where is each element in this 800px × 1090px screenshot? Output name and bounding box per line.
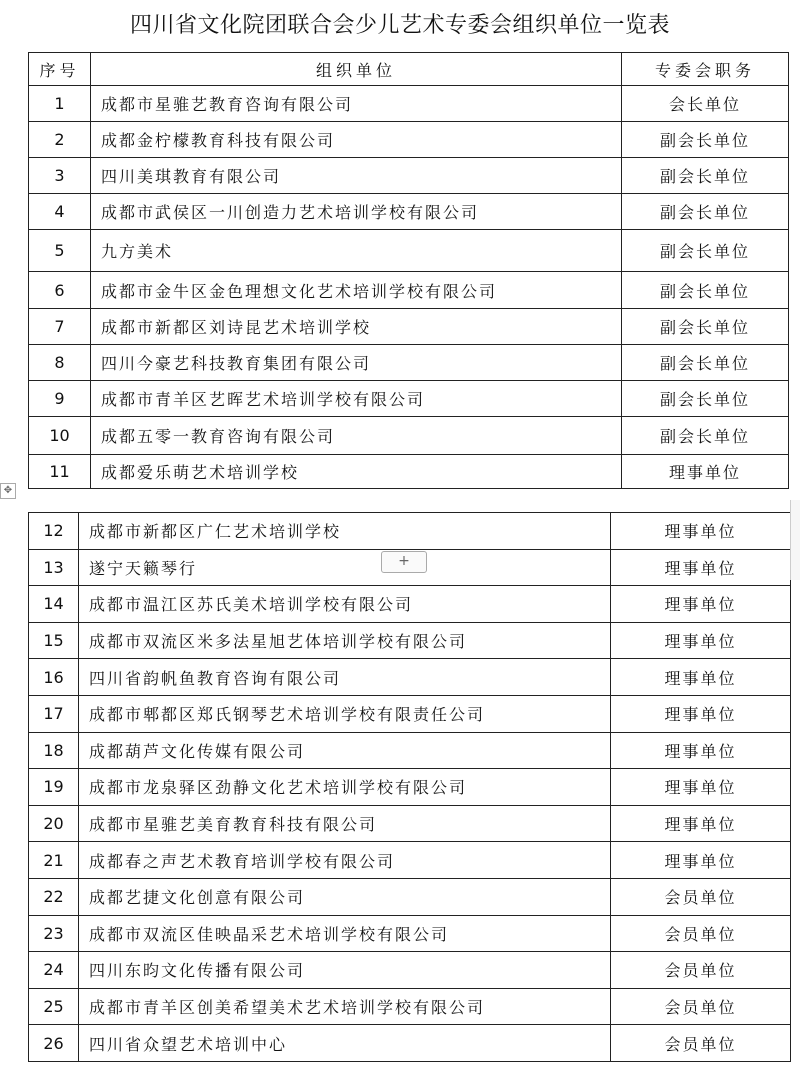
organization-name: 成都市新都区刘诗昆艺术培训学校 xyxy=(91,309,622,345)
committee-role: 理事单位 xyxy=(611,549,791,586)
table-row xyxy=(29,769,791,806)
row-number: 9 xyxy=(29,381,91,417)
committee-role: 理事单位 xyxy=(611,695,791,732)
row-number: 14 xyxy=(29,586,79,623)
table-row xyxy=(29,417,789,455)
committee-role: 副会长单位 xyxy=(622,345,789,381)
organization-name: 九方美术 xyxy=(91,230,622,272)
committee-role: 会员单位 xyxy=(611,915,791,952)
organization-name: 四川省众望艺术培训中心 xyxy=(79,1025,611,1062)
table-row xyxy=(29,86,789,122)
organization-name: 成都市星骓艺教育咨询有限公司 xyxy=(91,86,622,122)
committee-role: 副会长单位 xyxy=(622,309,789,345)
table-row xyxy=(29,513,791,550)
committee-role: 副会长单位 xyxy=(622,158,789,194)
organization-name: 成都市新都区广仁艺术培训学校 xyxy=(79,513,611,550)
table-row xyxy=(29,659,791,696)
table-row xyxy=(29,309,789,345)
row-number: 24 xyxy=(29,952,79,989)
table-row xyxy=(29,122,789,158)
organization-name: 成都市金牛区金色理想文化艺术培训学校有限公司 xyxy=(91,272,622,309)
organization-name: 成都市武侯区一川创造力艺术培训学校有限公司 xyxy=(91,194,622,230)
committee-role: 副会长单位 xyxy=(622,122,789,158)
committee-role: 理事单位 xyxy=(611,513,791,550)
table-move-handle-icon[interactable]: ✥ xyxy=(0,483,16,499)
organization-name: 四川今豪艺科技教育集团有限公司 xyxy=(91,345,622,381)
row-number: 17 xyxy=(29,695,79,732)
committee-role: 理事单位 xyxy=(611,586,791,623)
table-row xyxy=(29,586,791,623)
row-number: 2 xyxy=(29,122,91,158)
organization-name: 成都市星骓艺美育教育科技有限公司 xyxy=(79,805,611,842)
table-row xyxy=(29,878,791,915)
organization-name: 成都市双流区佳映晶采艺术培训学校有限公司 xyxy=(79,915,611,952)
organization-name: 成都市温江区苏氏美术培训学校有限公司 xyxy=(79,586,611,623)
committee-role: 会员单位 xyxy=(611,1025,791,1062)
committee-role: 副会长单位 xyxy=(622,417,789,455)
table-row xyxy=(29,842,791,879)
organization-name: 四川东昀文化传播有限公司 xyxy=(79,952,611,989)
table-row xyxy=(29,805,791,842)
organization-name: 遂宁天籁琴行 xyxy=(79,549,611,586)
insert-row-button[interactable]: + xyxy=(381,551,427,573)
row-number: 26 xyxy=(29,1025,79,1062)
row-number: 18 xyxy=(29,732,79,769)
table-row xyxy=(29,272,789,309)
row-number: 20 xyxy=(29,805,79,842)
header-org: 组织单位 xyxy=(91,53,622,86)
row-number: 6 xyxy=(29,272,91,309)
organization-table-part-2 xyxy=(28,512,791,1062)
organization-name: 成都市青羊区艺晖艺术培训学校有限公司 xyxy=(91,381,622,417)
row-number: 5 xyxy=(29,230,91,272)
row-number: 1 xyxy=(29,86,91,122)
row-number: 23 xyxy=(29,915,79,952)
committee-role: 会员单位 xyxy=(611,952,791,989)
table-row xyxy=(29,695,791,732)
committee-role: 理事单位 xyxy=(611,622,791,659)
committee-role: 副会长单位 xyxy=(622,381,789,417)
organization-name: 四川省韵帆鱼教育咨询有限公司 xyxy=(79,659,611,696)
row-number: 22 xyxy=(29,878,79,915)
committee-role: 理事单位 xyxy=(611,732,791,769)
row-number: 16 xyxy=(29,659,79,696)
row-number: 19 xyxy=(29,769,79,806)
table-row xyxy=(29,345,789,381)
table-row xyxy=(29,952,791,989)
row-number: 7 xyxy=(29,309,91,345)
table-row xyxy=(29,158,789,194)
organization-table-part-1 xyxy=(28,52,789,489)
row-number: 12 xyxy=(29,513,79,550)
row-number: 8 xyxy=(29,345,91,381)
organization-name: 成都市青羊区创美希望美术艺术培训学校有限公司 xyxy=(79,988,611,1025)
committee-role: 理事单位 xyxy=(622,455,789,489)
row-number: 11 xyxy=(29,455,91,489)
organization-name: 成都爱乐萌艺术培训学校 xyxy=(91,455,622,489)
committee-role: 会员单位 xyxy=(611,878,791,915)
row-number: 15 xyxy=(29,622,79,659)
row-number: 25 xyxy=(29,988,79,1025)
organization-name: 成都市双流区米多法星旭艺体培训学校有限公司 xyxy=(79,622,611,659)
table-row xyxy=(29,732,791,769)
committee-role: 理事单位 xyxy=(611,805,791,842)
committee-role: 会员单位 xyxy=(611,988,791,1025)
organization-name: 四川美琪教育有限公司 xyxy=(91,158,622,194)
organization-name: 成都金柠檬教育科技有限公司 xyxy=(91,122,622,158)
table-row xyxy=(29,622,791,659)
row-number: 3 xyxy=(29,158,91,194)
committee-role: 副会长单位 xyxy=(622,194,789,230)
table-row xyxy=(29,194,789,230)
committee-role: 副会长单位 xyxy=(622,272,789,309)
table-row xyxy=(29,988,791,1025)
organization-name: 成都春之声艺术教育培训学校有限公司 xyxy=(79,842,611,879)
organization-name: 成都市郫都区郑氏钢琴艺术培训学校有限责任公司 xyxy=(79,695,611,732)
row-number: 10 xyxy=(29,417,91,455)
organization-name: 成都五零一教育咨询有限公司 xyxy=(91,417,622,455)
committee-role: 理事单位 xyxy=(611,659,791,696)
table-row xyxy=(29,230,789,272)
committee-role: 会长单位 xyxy=(622,86,789,122)
header-no: 序号 xyxy=(29,53,91,86)
organization-name: 成都葫芦文化传媒有限公司 xyxy=(79,732,611,769)
table-row xyxy=(29,1025,791,1062)
organization-name: 成都市龙泉驿区劲静文化艺术培训学校有限公司 xyxy=(79,769,611,806)
table-row xyxy=(29,915,791,952)
table-header-row xyxy=(29,53,789,86)
committee-role: 副会长单位 xyxy=(622,230,789,272)
header-role: 专委会职务 xyxy=(622,53,789,86)
page-edge-marker xyxy=(790,500,800,580)
organization-name: 成都艺捷文化创意有限公司 xyxy=(79,878,611,915)
committee-role: 理事单位 xyxy=(611,769,791,806)
row-number: 21 xyxy=(29,842,79,879)
table-row xyxy=(29,455,789,489)
committee-role: 理事单位 xyxy=(611,842,791,879)
row-number: 13 xyxy=(29,549,79,586)
page-title: 四川省文化院团联合会少儿艺术专委会组织单位一览表 xyxy=(129,13,670,38)
row-number: 4 xyxy=(29,194,91,230)
table-row xyxy=(29,381,789,417)
